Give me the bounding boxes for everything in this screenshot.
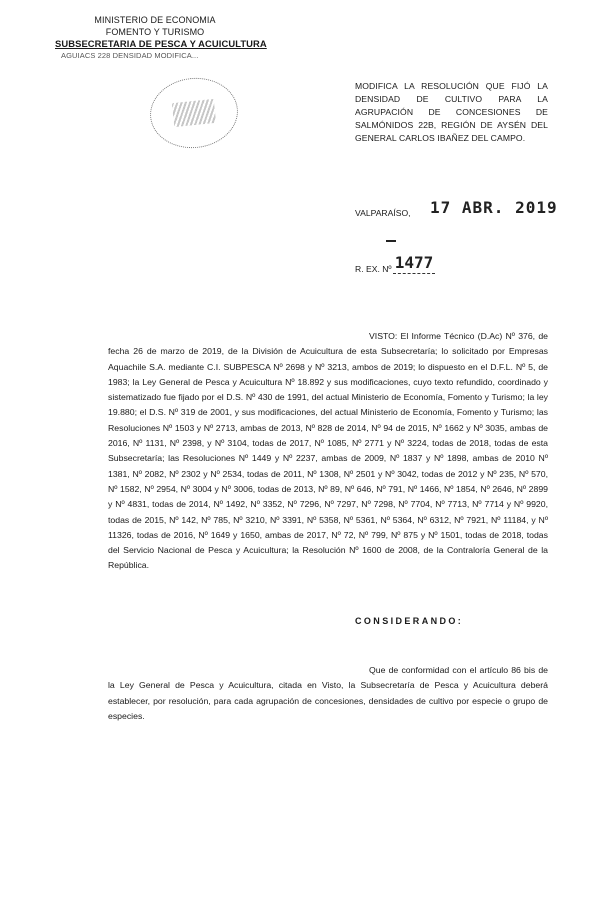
date-stamp: 17 ABR. 2019 (430, 198, 558, 217)
resolution-summary: MODIFICA LA RESOLUCIÓN QUE FIJÓ LA DENSIDAD DE CULTIVO PARA LA AGRUPACIÓN DE CONCESIONES DE SALMÓNIDOS 22B, REGIÓN DE AYSÉN DEL GENERAL CARLOS IBAÑEZ DEL CAMPO. (355, 81, 548, 143)
ministry-subtitle: FOMENTO Y TURISMO (105, 27, 205, 37)
ministry-name: MINISTERIO DE ECONOMIA (94, 15, 216, 25)
considerando-heading: CONSIDERANDO: (355, 616, 464, 626)
visto-paragraph (108, 329, 548, 574)
considerando-paragraph (108, 663, 548, 724)
rex-number: 1477 (394, 253, 434, 272)
considerando-text: Que de conformidad con el artículo 86 bis de la Ley General de Pesca y Acuicultura, citada en Visto, la Subsecretaría de Pesca y Acuicultura deberá establecer, por resolución, para cada agrupación de concesiones, densidades de cultivo por especie o grupo de especies. (108, 665, 548, 721)
file-reference: AGUIACS 228 DENSIDAD MODIFICA... (61, 51, 199, 60)
official-seal-stamp (147, 74, 242, 153)
subsecretaria-name: SUBSECRETARIA DE PESCA Y ACUICULTURA (55, 38, 267, 49)
rex-dash-mark (386, 240, 396, 242)
rex-label: R. EX. Nº (355, 264, 392, 274)
ministry-header (55, 14, 267, 62)
seal-center-mark (172, 99, 216, 127)
place-label: VALPARAÍSO, (355, 208, 411, 218)
visto-text: VISTO: El Informe Técnico (D.Ac) Nº 376, de fecha 26 de marzo de 2019, de la División de Acuicultura de esta Subsecretaría; lo solicitado por Empresas Aquachile S.A. mediante C.I. SUBPESCA Nº 2698 y Nº 3213, ambos de 2019; lo dispuesto en el D.F.L. Nº 5, de 1983; la Ley General de Pesca y Acuicultura Nº 18.892 y sus modificaciones, cuyo texto refundido, coordinado y sistematizado fue fijado por el D.S. Nº 430 de 1991, del actual Ministerio de Economía, Fomento y Turismo; la ley 19.880; el D.S. Nº 319 de 2001, y sus modificaciones, del actual Ministerio de Economía, Fomento y Turismo; las Resoluciones Nº 1503 y Nº 2713, ambas de 2013, Nº 828 de 2014, Nº 94 de 2015, Nº 1662 y Nº 3035, ambas de 2016, Nº 1131, Nº 2398, y Nº 3104, todas de 2017, Nº 1085, Nº 2771 y Nº 3224, todas de 2018, todas de esta Subsecretaría; las Resoluciones Nº 1449 y Nº 2237, ambas de 2009, Nº 1837 y Nº 1898, ambas de 2010 Nº 1381, Nº 2082, Nº 2302 y Nº 2534, todas de 2011, Nº 1308, Nº 2501 y Nº 3042, todas de 2012 y Nº 235, Nº 570, Nº 1582, Nº 2954, Nº 3004 y Nº 3006, todas de 2013, Nº 89, Nº 646, Nº 791, Nº 1466, Nº 1854, Nº 2646, Nº 2899 y Nº 4831, todas de 2014, Nº 1492, Nº 3352, Nº 7296, Nº 7297, Nº 7298, Nº 7704, Nº 7713, Nº 7714 y Nº 9920, todas de 2015, Nº 142, Nº 785, Nº 3210, Nº 3391, Nº 5358, Nº 5361, Nº 5364, Nº 6312, Nº 7921, Nº 11184, y Nº 11326, todas de 2016, Nº 1649 y 1650, ambas de 2017, Nº 72, Nº 799, Nº 875 y Nº 1501, todas de 2018, todas del Servicio Nacional de Pesca y Acuicultura; la Resolución Nº 1600 de 2008, de la Contraloría General de la República. (108, 331, 548, 571)
